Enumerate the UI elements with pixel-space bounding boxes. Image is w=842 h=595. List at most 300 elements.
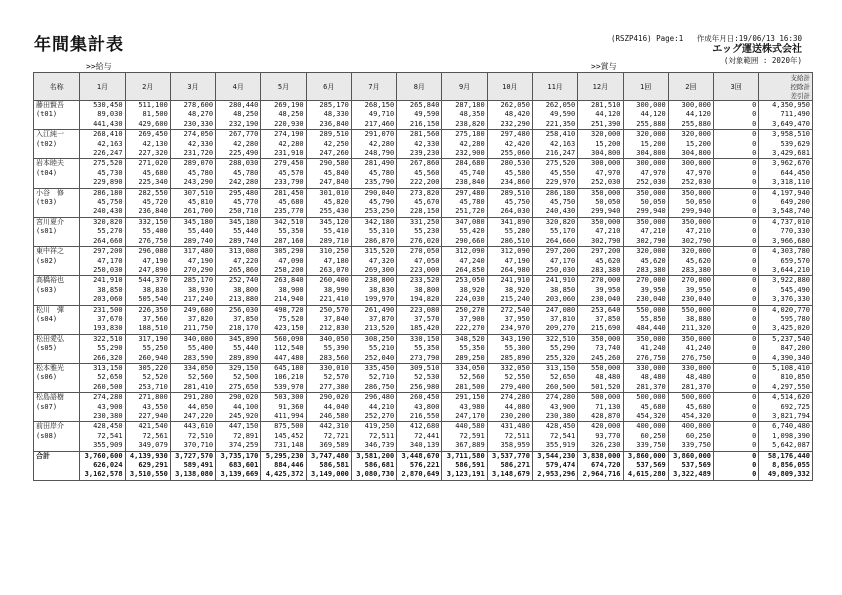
value-cell: 81,500 [125,110,170,119]
value-cell: 217,460 [351,120,396,130]
value-cell: 0 [714,295,759,305]
value-cell: 45,580 [487,169,532,178]
value-cell: 0 [714,276,759,286]
employee-code: (t03) [34,198,80,207]
value-cell: 370,710 [170,441,215,451]
value-cell: 215,240 [487,295,532,305]
value-cell: 45,670 [397,198,442,207]
table-row [34,315,813,324]
value-cell: 45,750 [487,198,532,207]
value-cell: 45,560 [397,169,442,178]
value-cell: 55,400 [170,344,215,353]
value-cell: 55,210 [351,344,396,353]
value-cell: 247,080 [532,305,577,315]
value-cell: 48,330 [306,110,351,119]
value-cell: 350,000 [668,188,713,198]
value-cell: 3,376,330 [759,295,813,305]
value-cell: 44,050 [170,403,215,412]
value-cell: 0 [714,363,759,373]
value-cell: 55,390 [306,344,351,353]
value-cell: 586,271 [487,461,532,470]
value-cell: 286,870 [351,237,396,247]
value-cell: 49,590 [397,110,442,119]
value-cell: 270,290 [170,266,215,276]
value-cell: 261,700 [170,207,215,217]
value-cell: 228,150 [397,207,442,217]
col-header: 1回 [623,73,668,101]
value-cell: 55,850 [623,315,668,324]
table-row [34,373,813,382]
value-cell: 145,452 [261,432,306,441]
value-cell: 251,390 [578,120,623,130]
empty-cell [34,412,80,422]
value-cell: 43,550 [125,403,170,412]
employee-name: 宮川夏介 [34,217,80,227]
col-header: 1月 [80,73,125,101]
value-cell: 440,580 [442,422,487,432]
value-cell: 3,727,570 [170,451,215,461]
value-cell: 3,860,000 [668,451,713,461]
value-cell: 276,750 [125,237,170,247]
value-cell: 271,800 [125,393,170,403]
value-cell: 281,370 [668,383,713,393]
value-cell: 287,180 [442,101,487,111]
value-cell: 309,510 [397,363,442,373]
value-cell: 320,000 [623,247,668,257]
value-cell: 250,030 [532,266,577,276]
created-date: 作成年月日:19/06/13 16:30 [696,34,802,43]
value-cell: 350,000 [578,188,623,198]
value-cell: 297,200 [532,247,577,257]
value-cell: 263,070 [306,266,351,276]
value-cell: 3,760,600 [80,451,125,461]
value-cell: 50,050 [668,198,713,207]
value-cell: 283,380 [578,266,623,276]
value-cell: 214,940 [261,295,306,305]
value-cell: 295,480 [216,188,261,198]
value-cell: 48,480 [623,373,668,382]
value-cell: 349,079 [125,441,170,451]
value-cell: 731,148 [261,441,306,451]
value-cell: 252,740 [216,276,261,286]
value-cell: 38,830 [125,286,170,295]
value-cell: 0 [714,422,759,432]
value-cell: 247,840 [306,178,351,188]
value-cell: 0 [714,324,759,334]
value-cell: 297,480 [442,188,487,198]
col-header: 6月 [306,73,351,101]
value-cell: 299,940 [668,207,713,217]
value-cell: 307,510 [170,188,215,198]
value-cell: 345,180 [170,217,215,227]
value-cell: 252,030 [668,178,713,188]
value-cell: 550,000 [578,363,623,373]
value-cell: 586,591 [442,461,487,470]
value-cell: 47,170 [80,257,125,266]
value-cell: 3,747,480 [306,451,351,461]
value-cell: 45,730 [80,169,125,178]
value-cell: 234,970 [487,324,532,334]
value-cell: 203,060 [532,295,577,305]
value-cell: 659,570 [759,257,813,266]
value-cell: 252,030 [623,178,668,188]
value-cell: 73,740 [578,344,623,353]
value-cell: 341,890 [487,217,532,227]
value-cell: 429,600 [125,120,170,130]
value-cell: 72,591 [442,432,487,441]
value-cell: 258,200 [261,266,306,276]
value-cell: 283,560 [306,354,351,364]
value-cell: 320,000 [578,130,623,140]
value-cell: 320,820 [80,217,125,227]
value-cell: 72,510 [170,432,215,441]
value-cell: 340,050 [306,334,351,344]
col-header: 5月 [261,73,306,101]
value-cell: 47,180 [306,257,351,266]
empty-cell [34,324,80,334]
value-cell: 42,280 [261,140,306,149]
value-cell: 4,737,010 [759,217,813,227]
table-row [34,403,813,412]
value-cell: 355,909 [80,441,125,451]
value-cell: 45,780 [216,169,261,178]
value-cell: 263,840 [261,276,306,286]
value-cell: 194,820 [397,295,442,305]
value-cell: 233,520 [397,276,442,286]
value-cell: 400,000 [623,422,668,432]
value-cell: 38,850 [80,286,125,295]
value-cell: 300,000 [623,159,668,169]
total-row [34,470,813,480]
value-cell: 252,030 [578,178,623,188]
value-cell: 539,629 [759,140,813,149]
empty-cell [34,266,80,276]
value-cell: 500,000 [578,393,623,403]
value-cell: 274,190 [261,130,306,140]
value-cell: 230,380 [80,412,125,422]
value-cell: 350,000 [623,188,668,198]
value-cell: 232,190 [216,120,261,130]
value-cell: 55,270 [80,227,125,236]
value-cell: 231,500 [80,305,125,315]
value-cell: 511,100 [125,101,170,111]
value-cell: 343,190 [487,334,532,344]
value-cell: 230,330 [170,120,215,130]
value-cell: 282,550 [125,188,170,198]
employee-name: 前田岸介 [34,422,80,432]
total-row [34,451,813,461]
empty-cell [34,354,80,364]
value-cell: 39,950 [668,286,713,295]
value-cell: 288,030 [216,159,261,169]
value-cell: 6,740,480 [759,422,813,432]
value-cell: 447,480 [261,354,306,364]
value-cell: 589,491 [170,461,215,470]
value-cell: 308,250 [351,334,396,344]
value-cell: 42,250 [306,140,351,149]
table-row [34,363,813,373]
value-cell: 274,280 [532,393,577,403]
value-cell: 225,340 [125,178,170,188]
table-row [34,393,813,403]
value-cell: 3,138,080 [170,470,215,480]
value-cell: 3,080,730 [351,470,396,480]
value-cell: 3,735,170 [216,451,261,461]
value-cell: 317,190 [125,334,170,344]
value-cell: 280,530 [487,159,532,169]
table-row [34,412,813,422]
col-header: 7月 [351,73,396,101]
value-cell: 269,190 [261,101,306,111]
value-cell: 340,139 [397,441,442,451]
value-cell: 576,221 [397,461,442,470]
col-header: 9月 [442,73,487,101]
value-cell: 289,070 [170,159,215,169]
employee-code: (s08) [34,432,80,441]
value-cell: 626,024 [80,461,125,470]
value-cell: 442,310 [306,422,351,432]
value-cell: 37,820 [170,315,215,324]
value-cell: 231,910 [261,149,306,159]
value-cell: 238,840 [442,178,487,188]
value-cell: 185,420 [397,324,442,334]
value-cell: 586,681 [351,461,396,470]
value-cell: 52,570 [306,373,351,382]
table-row [34,120,813,130]
value-cell: 220,930 [261,120,306,130]
value-cell: 0 [714,315,759,324]
value-cell: 3,425,020 [759,324,813,334]
value-cell: 291,280 [170,393,215,403]
empty-cell [34,178,80,188]
annual-summary-table [33,72,813,481]
value-cell: 0 [714,247,759,257]
value-cell: 45,780 [351,169,396,178]
value-cell: 330,010 [306,363,351,373]
value-cell: 289,510 [306,130,351,140]
value-cell: 45,810 [170,198,215,207]
value-cell: 270,000 [668,276,713,286]
value-cell: 229,970 [532,178,577,188]
value-cell: 245,260 [578,354,623,364]
value-cell: 290,020 [216,393,261,403]
value-cell: 43,800 [397,403,442,412]
value-cell: 47,970 [668,169,713,178]
value-cell: 505,540 [125,295,170,305]
value-cell: 0 [714,305,759,315]
value-cell: 248,790 [351,149,396,159]
value-cell: 45,750 [532,198,577,207]
employee-code: (t04) [34,169,80,178]
value-cell: 246,580 [306,412,351,422]
value-cell: 72,891 [216,432,261,441]
value-cell: 232,900 [442,149,487,159]
value-cell: 37,570 [397,315,442,324]
total-row [34,461,813,470]
value-cell: 37,560 [125,315,170,324]
value-cell: 3,821,794 [759,412,813,422]
value-cell: 369,589 [306,441,351,451]
col-header: 10月 [487,73,532,101]
value-cell: 253,640 [578,305,623,315]
employee-name: 松島語樹 [34,393,80,403]
table-row [34,305,813,315]
value-cell: 312,090 [487,247,532,257]
value-cell: 443,610 [170,422,215,432]
value-cell: 312,090 [442,247,487,257]
value-cell: 50,050 [578,198,623,207]
value-cell: 0 [714,373,759,382]
empty-cell [34,149,80,159]
value-cell: 247,170 [442,412,487,422]
value-cell: 55,350 [261,227,306,236]
value-cell: 285,170 [170,276,215,286]
value-cell: 428,450 [532,422,577,432]
value-cell: 45,750 [80,198,125,207]
value-cell: 5,108,410 [759,363,813,373]
value-cell: 75,520 [261,315,306,324]
value-cell: 423,150 [261,324,306,334]
value-cell: 221,350 [532,120,577,130]
value-cell: 297,200 [80,247,125,257]
employee-code: (s03) [34,286,80,295]
value-cell: 290,020 [306,393,351,403]
value-cell: 42,330 [170,140,215,149]
value-cell: 72,561 [125,432,170,441]
value-cell: 441,430 [80,120,125,130]
col-header: 3回 [714,73,759,101]
table-row [34,276,813,286]
value-cell: 322,510 [532,334,577,344]
value-cell: 235,770 [261,207,306,217]
value-cell: 217,240 [170,295,215,305]
value-cell: 227,320 [125,149,170,159]
value-cell: 47,210 [668,227,713,236]
value-cell: 216,550 [397,412,442,422]
value-cell: 211,320 [668,324,713,334]
value-cell: 243,290 [170,178,215,188]
value-cell: 275,520 [532,159,577,169]
value-cell: 269,450 [125,130,170,140]
value-cell: 260,500 [532,383,577,393]
table-row [34,110,813,119]
value-cell: 45,820 [306,198,351,207]
value-cell: 350,000 [578,217,623,227]
value-cell: 47,970 [623,169,668,178]
table-row [34,130,813,140]
value-cell: 302,790 [578,237,623,247]
value-cell: 329,150 [216,363,261,373]
value-cell: 55,290 [80,344,125,353]
value-cell: 223,080 [397,305,442,315]
value-cell: 223,000 [397,266,442,276]
value-cell: 4,350,950 [759,101,813,111]
value-cell: 241,910 [80,276,125,286]
value-cell: 238,820 [442,120,487,130]
value-cell: 0 [714,110,759,119]
value-cell: 3,958,510 [759,130,813,140]
value-cell: 270,050 [397,247,442,257]
employee-name: 高橋裕也 [34,276,80,286]
employee-name: 松田愛弘 [34,334,80,344]
col-header: 4月 [216,73,261,101]
col-header-name: 名称 [34,73,80,101]
value-cell: 290,660 [442,237,487,247]
value-cell: 286,180 [80,188,125,198]
value-cell: 52,560 [170,373,215,382]
value-cell: 213,880 [216,295,261,305]
value-cell: 48,480 [668,373,713,382]
value-cell: 649,200 [759,198,813,207]
table-row [34,422,813,432]
value-cell: 3,448,670 [397,451,442,461]
value-cell: 48,350 [442,110,487,119]
value-cell: 274,280 [80,393,125,403]
value-cell: 230,380 [532,412,577,422]
value-cell: 0 [714,257,759,266]
value-cell: 350,000 [668,334,713,344]
value-cell: 355,919 [532,441,577,451]
value-cell: 4,514,620 [759,393,813,403]
value-cell: 264,660 [532,237,577,247]
value-cell: 3,148,679 [487,470,532,480]
value-cell: 271,020 [125,159,170,169]
value-cell: 269,300 [351,266,396,276]
value-cell: 0 [714,286,759,295]
value-cell: 0 [714,178,759,188]
value-cell: 58,176,440 [759,451,813,461]
value-cell: 52,710 [351,373,396,382]
value-cell: 350,000 [623,334,668,344]
value-cell: 0 [714,266,759,276]
value-cell: 302,790 [623,237,668,247]
value-cell: 42,163 [80,140,125,149]
value-cell: 367,889 [442,441,487,451]
value-cell: 52,560 [442,373,487,382]
value-cell: 267,860 [397,159,442,169]
value-cell: 45,620 [578,257,623,266]
value-cell: 305,220 [125,363,170,373]
value-cell: 234,860 [487,178,532,188]
value-cell: 0 [714,217,759,227]
value-cell: 38,930 [170,286,215,295]
value-cell: 290,580 [306,159,351,169]
value-cell: 289,740 [170,237,215,247]
value-cell: 317,480 [170,247,215,257]
value-cell: 278,600 [170,101,215,111]
col-header: 11月 [532,73,577,101]
value-cell: 261,490 [351,305,396,315]
value-cell: 250,710 [216,207,261,217]
value-cell: 0 [714,101,759,111]
value-cell: 231,720 [170,149,215,159]
col-header-sum [759,73,813,101]
value-cell: 265,860 [216,266,261,276]
value-cell: 0 [714,130,759,140]
value-cell: 330,150 [397,334,442,344]
table-row [34,266,813,276]
value-cell: 0 [714,344,759,353]
employee-code: (s05) [34,344,80,353]
table-row [34,247,813,257]
value-cell: 209,270 [532,324,577,334]
value-cell: 4,139,930 [125,451,170,461]
value-cell: 38,800 [397,286,442,295]
value-cell: 0 [714,432,759,441]
value-cell: 345,120 [306,217,351,227]
col-header: 3月 [170,73,215,101]
value-cell: 230,040 [578,295,623,305]
